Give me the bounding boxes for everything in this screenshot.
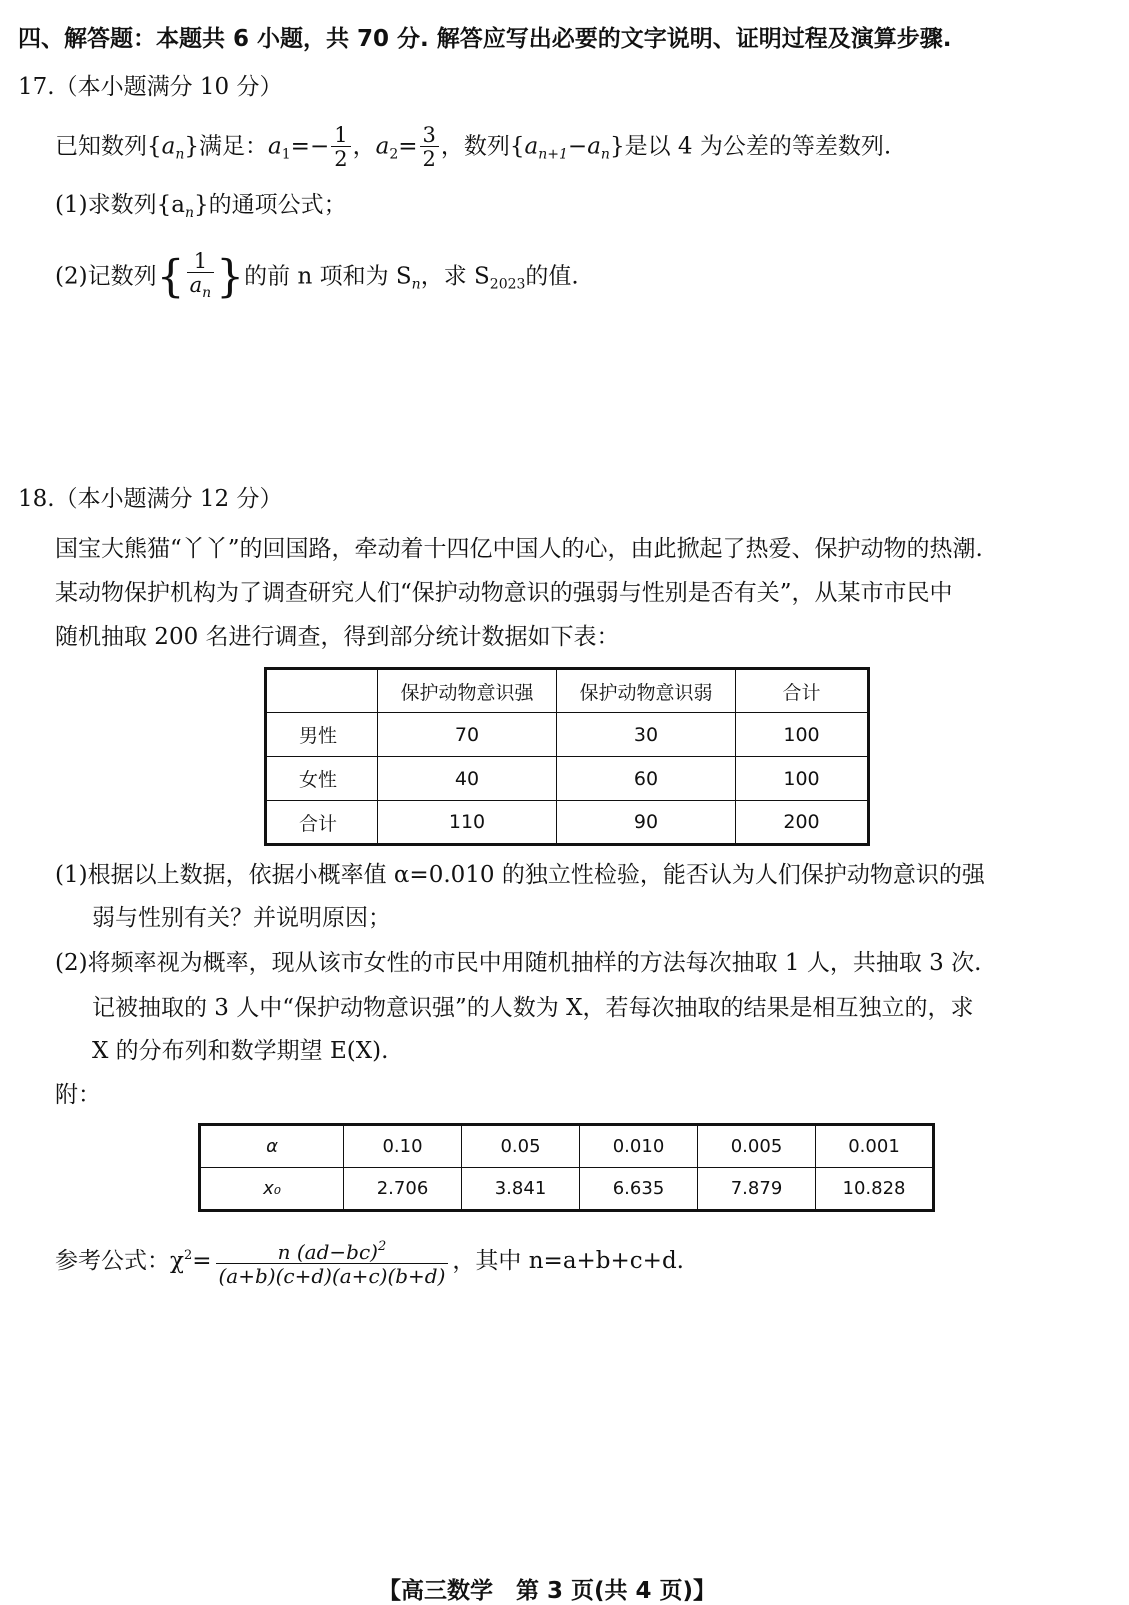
table-cell: 100 [736, 713, 869, 757]
table-cell: 合计 [266, 801, 378, 845]
table-header-cell: 保护动物意识强 [378, 669, 557, 713]
q18-intro-line-3: 随机抽取 200 名进行调查，得到部分统计数据如下表： [55, 624, 620, 650]
q18-part2-line-1: (2)将频率视为概率，现从该市女性的市民中用随机抽样的方法每次抽取 1 人，共抽取 3 次. [55, 950, 982, 976]
table-cell: α [200, 1125, 344, 1168]
table-cell: 0.005 [698, 1125, 816, 1168]
q17-part2: (2)记数列{ $\frac{1}{a_n}$ }的前 n 项和为 $S_n$，求 $S_{2023}$的值. [55, 249, 579, 303]
chi-square-fraction: $\frac{n (ad-bc)^2}{(a+b)(c+d)(a+c)(b+d)}$ [216, 1236, 449, 1288]
table-cell: 0.05 [462, 1125, 580, 1168]
table-cell: 0.10 [344, 1125, 462, 1168]
page-footer: 【高三数学 第 3 页(共 4 页)】 [378, 1578, 717, 1604]
q18-intro-line-2: 某动物保护机构为了调查研究人们“保护动物意识的强弱与性别是否有关”，从某市市民中 [55, 580, 953, 606]
table-cell: 90 [557, 801, 736, 845]
q18-part2-line-3: X 的分布列和数学期望 E(X). [92, 1038, 389, 1064]
table-cell: 3.841 [462, 1168, 580, 1211]
table-cell: 70 [378, 713, 557, 757]
table-header-cell: 保护动物意识弱 [557, 669, 736, 713]
table-cell: 男性 [266, 713, 378, 757]
table-cell: 30 [557, 713, 736, 757]
table-cell: 110 [378, 801, 557, 845]
table-header-cell [266, 669, 378, 713]
critical-value-table [198, 1123, 935, 1212]
table-cell: 60 [557, 757, 736, 801]
table-row [200, 1125, 934, 1168]
table-row [266, 801, 869, 845]
reference-formula: 参考公式：$\chi^2=$ $\frac{n (ad-bc)^2}{(a+b)(c+d)(a+c)(b+d)}$ ，其中 n=a+b+c+d. [55, 1236, 684, 1288]
table-cell: 7.879 [698, 1168, 816, 1211]
q18-part1-line-2: 弱与性别有关？并说明原因； [92, 905, 391, 931]
table-cell: 10.828 [816, 1168, 934, 1211]
fraction-one-half: $\frac{1}{2}$ [331, 124, 350, 171]
table-row [200, 1168, 934, 1211]
q17-part1: (1)求数列$\{a_n\}$的通项公式； [55, 192, 347, 221]
q17-header: 17.（本小题满分 10 分） [18, 74, 283, 100]
table-row [266, 757, 869, 801]
table-cell: 200 [736, 801, 869, 845]
table-cell: 0.010 [580, 1125, 698, 1168]
table-cell: 2.706 [344, 1168, 462, 1211]
table-cell: 100 [736, 757, 869, 801]
section-heading: 四、解答题：本题共 6 小题，共 70 分. 解答应写出必要的文字说明、证明过程及演算步骤. [18, 26, 952, 52]
q18-part1-line-1: (1)根据以上数据，依据小概率值 α=0.010 的独立性检验，能否认为人们保护动物意识的强 [55, 862, 985, 888]
contingency-table [264, 667, 870, 846]
table-cell: 6.635 [580, 1168, 698, 1211]
appendix-label: 附： [55, 1082, 101, 1108]
table-header-cell: 合计 [736, 669, 869, 713]
q18-header: 18.（本小题满分 12 分） [18, 486, 283, 512]
q18-intro-line-1: 国宝大熊猫“丫丫”的回国路，牵动着十四亿中国人的心，由此掀起了热爱、保护动物的热潮. [55, 536, 983, 562]
fraction-three-halves: $\frac{3}{2}$ [420, 124, 439, 171]
table-row [266, 713, 869, 757]
q18-part2-line-2: 记被抽取的 3 人中“保护动物意识强”的人数为 X，若每次抽取的结果是相互独立的，求 [92, 995, 974, 1021]
table-cell: 女性 [266, 757, 378, 801]
table-cell: x₀ [200, 1168, 344, 1211]
q17-stem: 已知数列$\{a_n\}$满足：$a_1=-$ $\frac{1}{2}$ ，$a_2=$ $\frac{3}{2}$ ，数列$\{a_{n+1}-a_n\}$是以 4 为公差的等差数列. [55, 123, 892, 171]
table-cell: 40 [378, 757, 557, 801]
table-cell: 0.001 [816, 1125, 934, 1168]
